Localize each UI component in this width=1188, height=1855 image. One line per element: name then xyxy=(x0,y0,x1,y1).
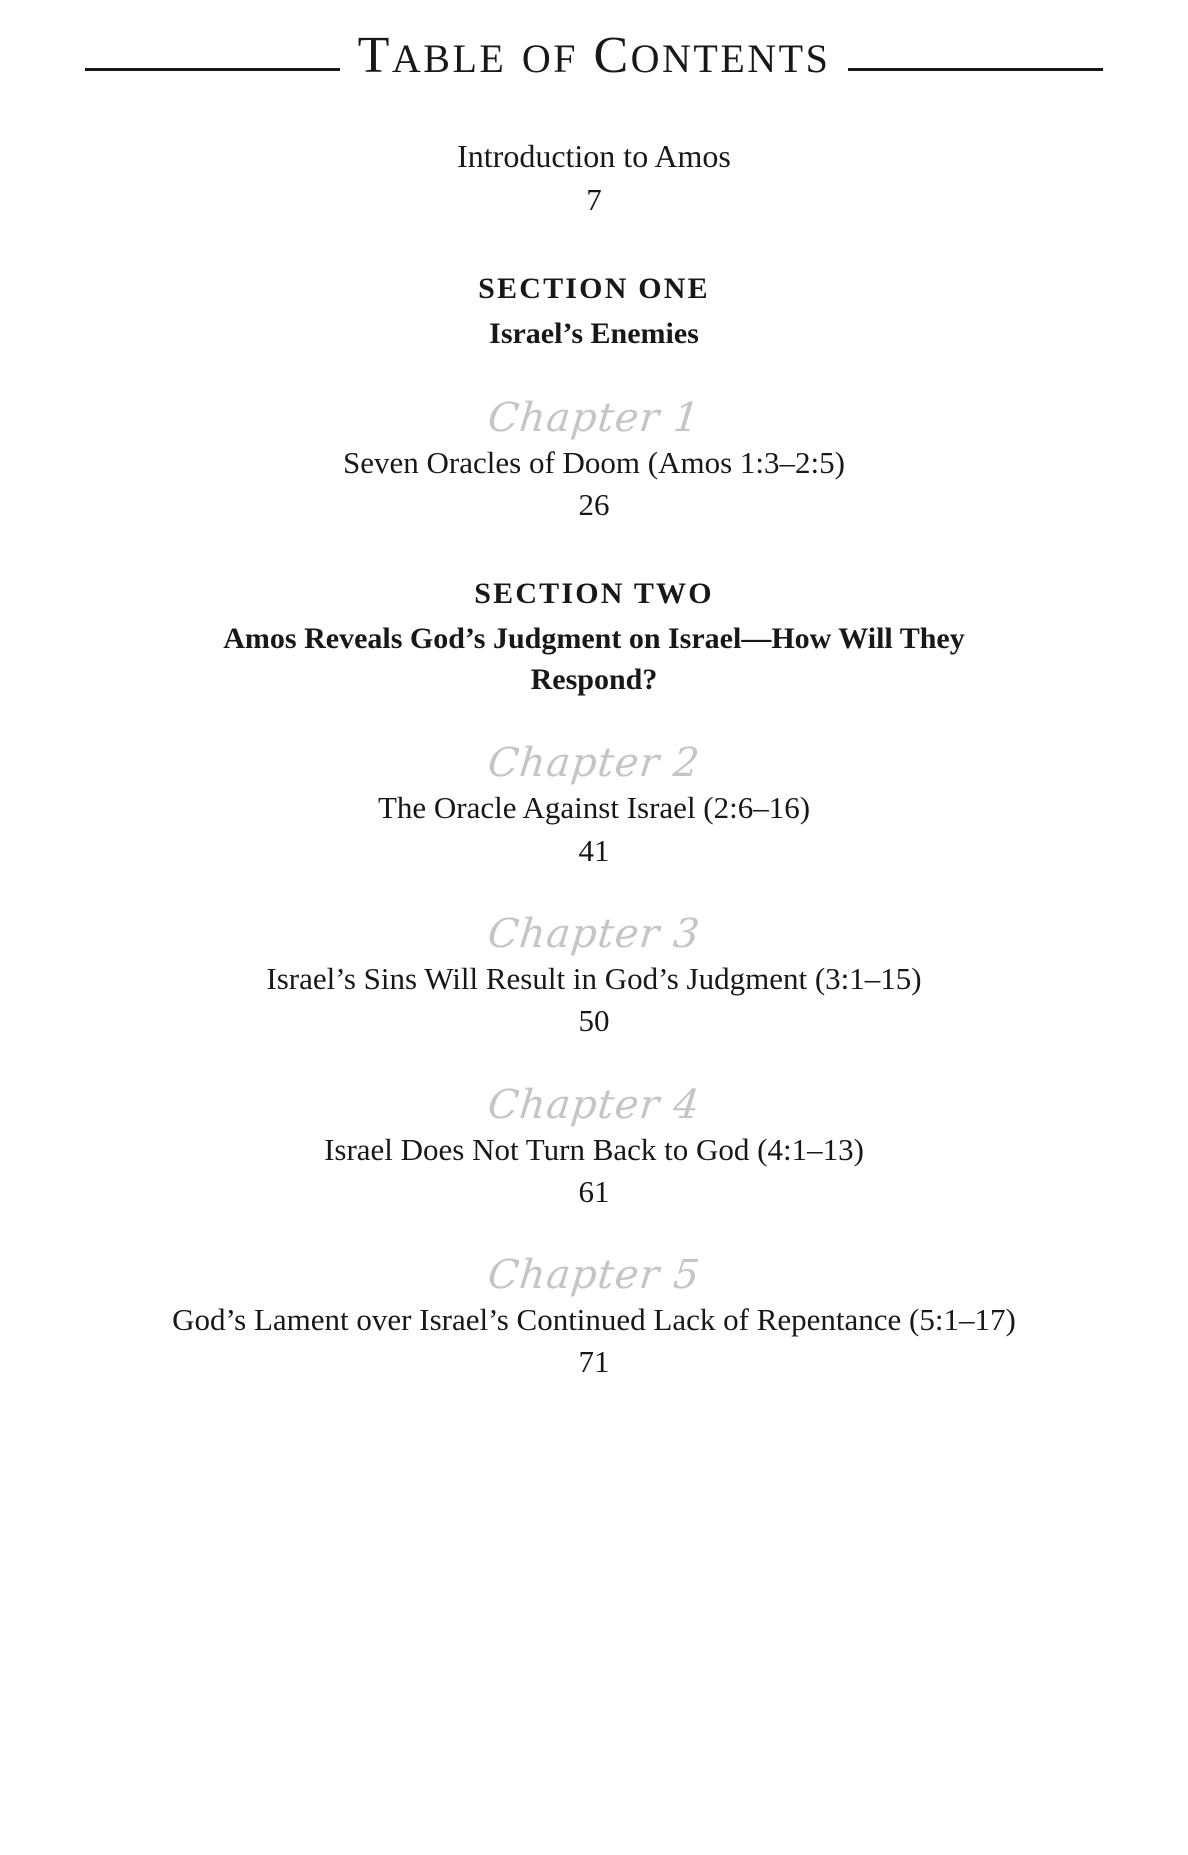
page-title-t: T xyxy=(357,27,392,84)
toc-entries xyxy=(0,136,1188,1383)
section-two-subtitle: Amos Reveals God’s Judgment on Israel—How Will They Respond? xyxy=(223,622,965,696)
header-rule-left xyxy=(85,68,340,71)
toc-entry-chapter-5[interactable] xyxy=(0,1252,1188,1383)
toc-header xyxy=(0,0,1188,82)
toc-entry-introduction[interactable] xyxy=(0,136,1188,220)
toc-entry-chapter-2[interactable] xyxy=(0,740,1188,871)
section-two-label: SECTION TWO xyxy=(474,577,714,611)
chapter-1-script-label: Chapter 1 xyxy=(485,394,703,441)
toc-entry-chapter-3[interactable] xyxy=(0,911,1188,1042)
chapter-1-title: Seven Oracles of Doom (Amos 1:3–2:5) xyxy=(343,444,845,480)
chapter-3-script-label: Chapter 3 xyxy=(485,910,703,957)
toc-entry-chapter-4[interactable] xyxy=(0,1082,1188,1213)
toc-entry-chapter-1[interactable] xyxy=(0,395,1188,526)
chapter-5-script-label: Chapter 5 xyxy=(485,1252,703,1299)
section-one-subtitle: Israel’s Enemies xyxy=(489,317,699,351)
page-title-able: ABLE xyxy=(391,36,507,81)
chapter-5-page-number: 71 xyxy=(578,1344,610,1380)
section-two xyxy=(0,577,1188,700)
header-rule-right xyxy=(848,68,1103,71)
chapter-1-page-number: 26 xyxy=(578,487,610,523)
chapter-3-title: Israel’s Sins Will Result in God’s Judgment (3:1–15) xyxy=(266,960,922,996)
page-title-of: OF xyxy=(521,36,578,81)
chapter-2-page-number: 41 xyxy=(578,832,610,868)
section-one-label: SECTION ONE xyxy=(478,272,710,306)
chapter-3-page-number: 50 xyxy=(578,1003,610,1039)
page-title xyxy=(357,27,831,84)
chapter-4-title: Israel Does Not Turn Back to God (4:1–13) xyxy=(324,1131,864,1167)
page-title-c: C xyxy=(593,27,631,84)
chapter-2-title: The Oracle Against Israel (2:6–16) xyxy=(377,790,811,826)
intro-page-number: 7 xyxy=(586,182,602,217)
chapter-4-script-label: Chapter 4 xyxy=(485,1081,703,1128)
section-one xyxy=(0,272,1188,355)
chapter-5-title: God’s Lament over Israel’s Continued Lack of Repentance (5:1–17) xyxy=(172,1302,1016,1338)
page-title-ontents: ONTENTS xyxy=(630,36,831,81)
chapter-2-script-label: Chapter 2 xyxy=(485,740,703,787)
chapter-4-page-number: 61 xyxy=(578,1173,610,1209)
intro-title: Introduction to Amos xyxy=(457,138,731,174)
